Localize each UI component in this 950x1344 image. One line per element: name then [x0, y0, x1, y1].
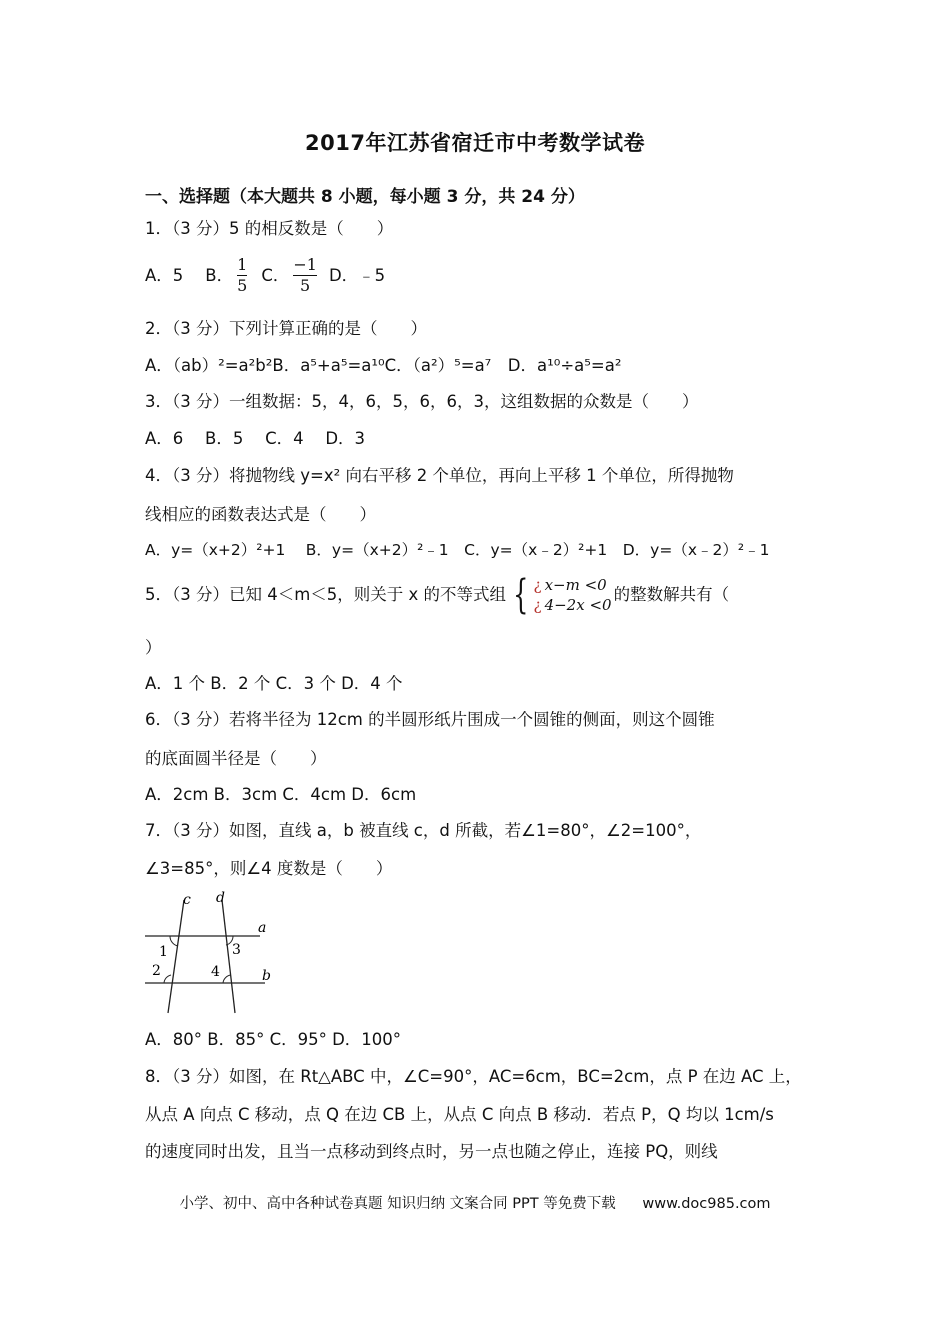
page-title: 2017年江苏省宿迁市中考数学试卷	[305, 131, 645, 155]
question-1-options	[145, 256, 385, 295]
footer-text: 小学、初中、高中各种试卷真题 知识归纳 文案合同 PPT 等免费下载	[179, 1196, 616, 1212]
q1-option-b-numerator: 1	[237, 255, 248, 274]
label-angle-2: 2	[152, 963, 161, 979]
inequality-system	[508, 572, 612, 618]
question-3-options: A．6 B．5 C．4 D．3	[145, 429, 366, 448]
label-b: b	[262, 968, 271, 984]
question-7-stem-line-1: 7．（3 分）如图，直线 a，b 被直线 c，d 所截，若∠1=80°，∠2=100°，	[145, 821, 702, 840]
inequality-row-1: ¿ x−m <0	[533, 576, 607, 594]
q1-option-c-fraction	[293, 256, 317, 295]
footer-website-link[interactable]: www.doc985.com	[642, 1196, 771, 1212]
inequality-row-2: ¿ 4−2x <0	[533, 596, 612, 614]
q1-option-d: D．﹣5	[328, 265, 386, 285]
q1-option-a: A．5	[145, 265, 184, 285]
q1-option-b-fraction	[237, 256, 247, 295]
angle-1-arc	[170, 936, 178, 946]
question-6-stem-line-2: 的底面圆半径是（ ）	[145, 749, 327, 768]
question-5-stem	[145, 572, 730, 618]
label-angle-1: 1	[159, 944, 168, 960]
question-8-line-3: 的速度同时出发，且当一点移动到终点时，另一点也随之停止，连接 PQ，则线	[145, 1142, 718, 1161]
section-heading: 一、选择题（本大题共 8 小题，每小题 3 分，共 24 分）	[145, 187, 585, 207]
question-2-options: A．（ab）²=a²b²B．a⁵+a⁵=a¹⁰C．（a²）⁵=a⁷ D．a¹⁰÷a⁵=a²	[145, 356, 622, 375]
question-6-stem-line-1: 6．（3 分）若将半径为 12cm 的半圆形纸片围成一个圆锥的侧面，则这个圆锥	[145, 710, 715, 729]
label-angle-4: 4	[211, 964, 220, 980]
q1-option-c-numerator: −1	[293, 255, 317, 274]
q1-option-c-denominator: 5	[300, 276, 311, 295]
question-7-options: A．80° B．85° C．95° D．100°	[145, 1030, 402, 1049]
q1-option-c-label: C．	[261, 265, 290, 285]
question-2-stem: 2．（3 分）下列计算正确的是（ ）	[145, 319, 427, 338]
question-3-stem: 3．（3 分）一组数据：5，4，6，5，6，6，3，这组数据的众数是（ ）	[145, 392, 699, 411]
label-angle-3: 3	[232, 942, 241, 958]
question-5-stem-close: ）	[145, 638, 162, 657]
line-c	[168, 900, 184, 1013]
q1-option-b-denominator: 5	[237, 276, 248, 295]
q1-option-b-label: B．	[205, 265, 234, 285]
label-a: a	[258, 920, 267, 936]
question-4-stem-line-1: 4．（3 分）将抛物线 y=x² 向右平移 2 个单位，再向上平移 1 个单位，所得抛物	[145, 466, 734, 485]
q7-figure	[140, 888, 280, 1018]
angle-2-arc	[164, 975, 171, 983]
page-footer	[0, 1192, 950, 1213]
question-4-stem-line-2: 线相应的函数表达式是（ ）	[145, 505, 376, 524]
brace-icon: {	[513, 572, 529, 618]
question-8-line-1: 8．（3 分）如图，在 Rt△ABC 中，∠C=90°，AC=6cm，BC=2cm，点 P 在边 AC 上，	[145, 1067, 802, 1086]
label-d: d	[216, 890, 225, 906]
question-6-options: A．2cm B．3cm C．4cm D．6cm	[145, 785, 417, 804]
question-7-stem-line-2: ∠3=85°，则∠4 度数是（ ）	[145, 859, 393, 878]
q5-stem-after: 的整数解共有（	[613, 585, 730, 604]
angle-4-arc	[223, 975, 231, 983]
label-c: c	[183, 892, 191, 908]
q5-stem-before: 5．（3 分）已知 4＜m＜5，则关于 x 的不等式组	[145, 585, 507, 604]
question-4-options: A．y=（x+2）²+1 B．y=（x+2）²﹣1 C．y=（x﹣2）²+1 D．y=（x﹣2）²﹣1	[145, 541, 770, 559]
question-1-stem: 1．（3 分）5 的相反数是（ ）	[145, 219, 394, 238]
question-8-line-2: 从点 A 向点 C 移动，点 Q 在边 CB 上，从点 C 向点 B 移动．若点 P，Q 均以 1cm/s	[145, 1105, 774, 1124]
inequality-rows	[534, 575, 612, 615]
question-5-options: A．1 个 B．2 个 C．3 个 D．4 个	[145, 674, 403, 693]
